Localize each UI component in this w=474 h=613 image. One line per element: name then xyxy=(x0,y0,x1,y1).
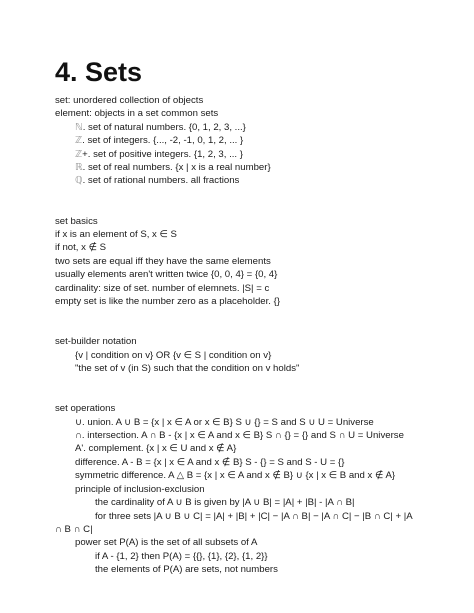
text-line xyxy=(55,148,421,161)
section-heading: set basics xyxy=(55,215,98,227)
blank-line xyxy=(55,375,421,388)
text-segment: . set of natural numbers. {0, 1, 2, 3, ...} xyxy=(82,121,246,133)
section-heading: set operations xyxy=(55,403,116,415)
blank-line xyxy=(55,308,421,321)
naturals-symbol: ℕ xyxy=(75,121,83,133)
text-line: difference. A - B = {x | x ∈ A and x ∉ B} S - {} = S and S - U = {} xyxy=(75,456,345,468)
text-line: ∪. union. A ∪ B = {x | x ∈ A or x ∈ B} S ∪ {} = S and S ∪ U = Universe xyxy=(75,416,374,428)
blank-line xyxy=(55,322,421,335)
text-line: usually elements aren't written twice {0, 0, 4} = {0, 4} xyxy=(55,269,278,281)
text-line: ∩. intersection. A ∩ B - {x | x ∈ A and x ∈ B} S ∩ {} = {} and S ∩ U = Universe xyxy=(75,430,404,442)
text-line: if A - {1, 2} then P(A) = {{}, {1}, {2}, {1, 2}} xyxy=(95,550,268,562)
text-line: power set P(A) is the set of all subsets of A xyxy=(75,537,258,549)
text-line: {v | condition on v} OR {v ∈ S | condition on v} xyxy=(75,349,272,361)
positive-integers-symbol: ℤ xyxy=(75,148,83,160)
text-line: if not, x ∉ S xyxy=(55,242,107,254)
blank-line xyxy=(55,188,421,201)
notes-body xyxy=(55,94,421,577)
blank-line xyxy=(55,201,421,214)
text-segment: . set of integers. {..., -2, -1, 0, 1, 2, ... } xyxy=(82,135,244,147)
reals-symbol: ℝ xyxy=(75,162,83,174)
text-segment: . set of rational numbers. all fractions xyxy=(82,175,240,187)
text-line: the elements of P(A) are sets, not numbers xyxy=(95,564,278,576)
text-line: cardinality: size of set. number of elemnets. |S| = c xyxy=(55,282,270,294)
text-segment: +. set of positive integers. {1, 2, 3, ... } xyxy=(82,148,243,160)
integers-symbol: ℤ xyxy=(75,135,83,147)
text-line xyxy=(55,134,421,147)
text-line: empty set is like the number zero as a placeholder. {} xyxy=(55,296,281,308)
text-line: A'. complement. {x | x ∈ U and x ∉ A} xyxy=(75,443,237,455)
text-line: if x is an element of S, x ∈ S xyxy=(55,229,177,241)
rationals-symbol: ℚ xyxy=(75,175,83,187)
text-segment: . set of real numbers. {x | x is a real number} xyxy=(82,162,271,174)
text-line: element: objects in a set common sets xyxy=(55,108,219,120)
text-line: symmetric difference. A △ B = {x | x ∈ A and x ∉ B} ∪ {x | x ∈ B and x ∉ A} xyxy=(75,470,396,482)
text-line: two sets are equal iff they have the same elements xyxy=(55,255,271,267)
text-line: set: unordered collection of objects xyxy=(55,95,204,106)
text-line: the cardinality of A ∪ B is given by |A ∪ B| = |A| + |B| - |A ∩ B| xyxy=(95,497,355,509)
text-line xyxy=(55,121,421,134)
section-heading: set-builder notation xyxy=(55,336,137,348)
blank-line xyxy=(55,389,421,402)
text-line: ∩ B ∩ C| xyxy=(55,523,93,535)
text-line: for three sets |A ∪ B ∪ C| = |A| + |B| + |C| − |A ∩ B| − |A ∩ C| − |B ∩ C| + |A xyxy=(95,510,413,522)
page-title: 4. Sets xyxy=(55,57,143,87)
text-line xyxy=(55,174,421,187)
text-line: principle of inclusion-exclusion xyxy=(75,483,205,495)
text-line: "the set of v (in S) such that the condition on v holds" xyxy=(75,363,300,375)
text-line xyxy=(55,161,421,174)
